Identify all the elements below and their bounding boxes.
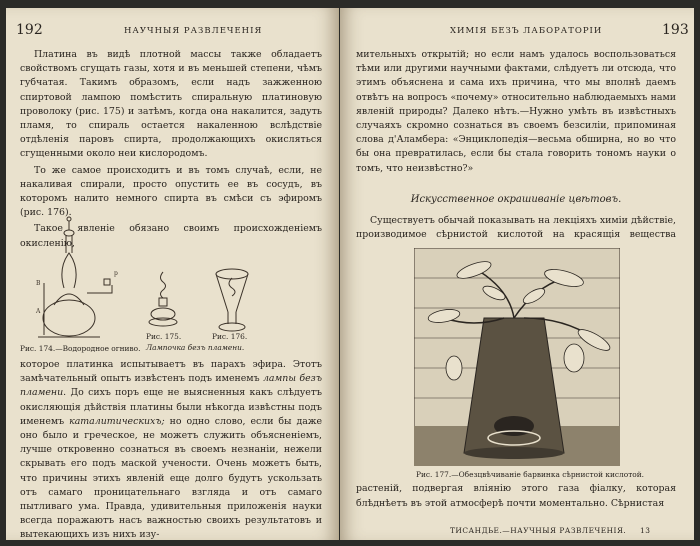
hydrogen-lamp-figure [24,213,124,343]
running-head: НАУЧНЫЯ РАЗВЛЕЧЕНІЯ [124,26,263,36]
figure-caption-177: Рис. 177.—Обезцвѣчиваніе барвинка сѣрнистой кислотой. [416,470,645,479]
text-block-section-continued [356,482,676,526]
figure-caption-174: Рис. 174.—Водородное огниво. [20,344,141,353]
page-number: 193 [662,22,689,38]
running-head: ХИМІЯ БЕЗЪ ЛАБОРАТОРІИ [450,26,603,36]
page-number: 192 [16,22,43,38]
decolorization-engraving-figure [414,248,620,466]
italic-term: каталитическихъ; [69,415,165,427]
figure-caption-175: Рис. 175. [146,332,182,341]
paragraph: То же самое происходитъ и въ томъ случаѣ, если, не накаливая спирали, просто опустить ее въ сосудъ, въ которомъ налито немного спирта въ смѣси съ эфиромъ (рис. 176). [20,164,322,219]
signature-number: 13 [640,526,651,535]
svg-text:B: B [36,280,41,287]
paragraph: растеній, подвергая вліянію этого газа фіалку, которая блѣднѣетъ въ этой атмосферѣ почти моментально. Сѣрнистая [356,483,676,509]
text-block-top [356,48,676,178]
left-page [6,8,339,540]
paragraph: Существуетъ обычай показывать на лекціяхъ химіи дѣйствіе, производимое сѣрнистой кислотой на красящія вещества [356,215,676,241]
flameless-lamp-figure [146,270,180,330]
figure-caption-176: Рис. 176. [212,332,248,341]
footer-signature: ТИСАНДЬЕ.—НАУЧНЫЯ РАЗВЛЕЧЕНІЯ. [450,526,627,535]
text-block-section [356,214,676,242]
svg-text:A: A [36,308,41,315]
right-page [340,8,694,540]
svg-text:p: p [114,270,118,277]
glass-with-spiral-figure [212,266,252,334]
text-block-bottom [20,358,322,540]
italic-term: лампы безъ пламени. [20,373,322,399]
paragraph: Такое явленіе обязано своимъ происхожденіемъ окисленію, [20,223,322,249]
paragraph: Платина въ видѣ плотной массы также обладаетъ свойствомъ сгущать газы, хотя и въ меньшей степени, чѣмъ губчатая. Такимъ образомъ, если надъ зажженною спиртовой лампою помѣстить спиральную платиновую проволоку (рис. 175) и затѣмъ, когда она накалится, задуть пламя, то спираль остается накаленною вслѣдствіе отдѣленія паровъ спирта, продолжающихъ окисляться сгущенными около неи кислородомъ. [20,49,322,160]
paragraph-bottom: которое платинка испытываетъ въ парахъ эфира. Этотъ замѣчательный опытъ извѣстенъ подъ именемъ лампы безъ пламени. До сихъ поръ еще не выясненныя какъ слѣдуетъ окисляющія дѣйствія платины были нѣкогда извѣстны подъ именемъ каталитическихъ; но одно слово, если бы даже оно было и греческое, не можетъ служить объясненіемъ, лучше откровенно сознаться въ своемъ незнаніи, нежели скрывать его подъ маской учености. Очень можетъ быть, что причины этихъ явленій еще долго будутъ ускользать отъ самаго проницательнаго взгляда и отъ самаго пытливаго ума. Правда, удивительныя приложенія науки всегда поражаютъ насъ важностью своихъ результатовъ и вытекающихъ изъ нихъ изу- [20,359,322,540]
figure-subcaption-175: Лампочка безъ пламени. [146,343,245,352]
paragraph: мительныхъ открытій; но если намъ удалось воспользоваться тѣми или другими научными фактами, слѣдуетъ ли отсюда, что этимъ объяснена и сама ихъ причина, что мы вполнѣ даемъ отвѣтъ на вопросъ «почему» относительно наблюдаемыхъ нами явленій природы? Далеко нѣтъ.—Нужно умѣть въ извѣстныхъ случаяхъ скромно сознаться въ своемъ безсиліи, припоминая слова д'Аламбера: «Энциклопедія—весьма обширна, но во что бы она превратилась, если бы стала говорить тономъ науки о томъ, что неизвѣстно?» [356,49,676,174]
section-title: Искусственное окрашиваніе цвѣтовъ. [410,194,622,205]
